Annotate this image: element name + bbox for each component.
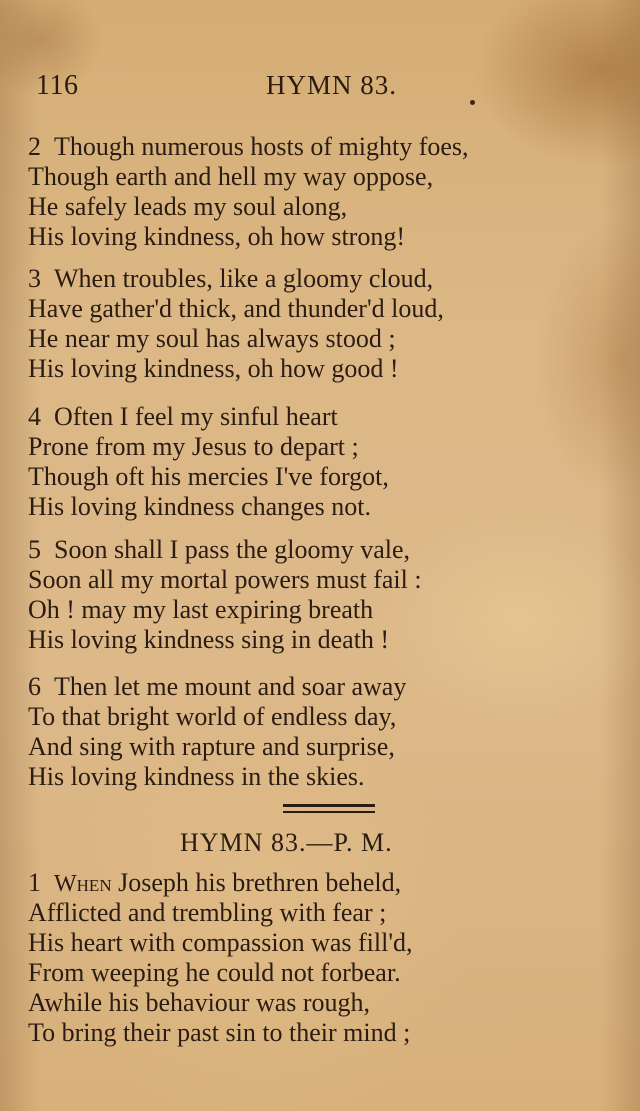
verse-text: Afflicted and trembling with fear ;	[28, 898, 387, 927]
verse-text: His loving kindness in the skies.	[28, 762, 365, 791]
verse-line	[28, 192, 598, 222]
stanza-3	[28, 264, 598, 384]
verse-line	[28, 732, 598, 762]
stanza-5	[28, 535, 598, 655]
verse-line	[28, 162, 598, 192]
verse-text: Soon shall I pass the gloomy vale,	[54, 535, 411, 564]
stanza-number: 1	[28, 868, 41, 897]
verse-line	[28, 324, 598, 354]
stanza-number: 3	[28, 264, 41, 293]
stanza-number: 4	[28, 402, 41, 431]
verse-line	[28, 625, 598, 655]
verse-text: Soon all my mortal powers must fail :	[28, 565, 422, 594]
verse-line	[28, 958, 598, 988]
verse-text: His heart with compassion was fill'd,	[28, 928, 413, 957]
verse-line	[28, 462, 598, 492]
hymn-2-stanza-1	[28, 868, 598, 1048]
verse-line	[28, 1018, 598, 1048]
verse-line	[28, 132, 598, 162]
stanza-number: 5	[28, 535, 41, 564]
section-divider	[283, 804, 375, 816]
divider-thin-line	[283, 811, 375, 813]
verse-text: His loving kindness, oh how good !	[28, 354, 399, 383]
running-title: HYMN 83.	[266, 70, 398, 100]
verse-text: Awhile his behaviour was rough,	[28, 988, 371, 1017]
stanza-number: 2	[28, 132, 41, 161]
verse-text: To bring their past sin to their mind ;	[28, 1018, 411, 1047]
verse-line	[28, 762, 598, 792]
verse-line	[28, 294, 598, 324]
verse-text: His loving kindness changes not.	[28, 492, 372, 521]
verse-text: Though numerous hosts of mighty foes,	[54, 132, 469, 161]
verse-text: From weeping he could not forbear.	[28, 958, 401, 987]
verse-text: He safely leads my soul along,	[28, 192, 348, 221]
verse-line	[28, 565, 598, 595]
hymn-heading: HYMN 83.—P. M.	[180, 828, 393, 857]
verse-text: Joseph his brethren beheld,	[111, 868, 402, 897]
verse-text: His loving kindness, oh how strong!	[28, 222, 405, 251]
verse-text: To that bright world of endless day,	[28, 702, 397, 731]
verse-line	[28, 535, 598, 565]
verse-line	[28, 354, 598, 384]
verse-text: Then let me mount and soar away	[54, 672, 407, 701]
verse-text: Prone from my Jesus to depart ;	[28, 432, 359, 461]
verse-text: Have gather'd thick, and thunder'd loud,	[28, 294, 444, 323]
divider-thick-line	[283, 804, 375, 807]
opening-word: When	[54, 871, 112, 897]
verse-line	[28, 898, 598, 928]
page-number: 116	[36, 70, 79, 101]
verse-line	[28, 222, 598, 252]
verse-text: He near my soul has always stood ;	[28, 324, 396, 353]
verse-line	[28, 402, 598, 432]
verse-text: And sing with rapture and surprise,	[28, 732, 395, 761]
verse-line	[28, 432, 598, 462]
stanza-6	[28, 672, 598, 792]
verse-text: When troubles, like a gloomy cloud,	[54, 264, 434, 293]
verse-text: Oh ! may my last expiring breath	[28, 595, 374, 624]
verse-line	[28, 928, 598, 958]
verse-line	[28, 988, 598, 1018]
verse-text: Though oft his mercies I've forgot,	[28, 462, 389, 491]
verse-line	[28, 595, 598, 625]
verse-text: His loving kindness sing in death !	[28, 625, 390, 654]
page-header	[36, 70, 596, 110]
verse-line	[28, 492, 598, 522]
verse-line	[28, 702, 598, 732]
ink-speck	[470, 100, 475, 105]
stanza-number: 6	[28, 672, 41, 701]
verse-text: Often I feel my sinful heart	[54, 402, 338, 431]
verse-line	[28, 868, 598, 898]
verse-text: Though earth and hell my way oppose,	[28, 162, 434, 191]
verse-line	[28, 672, 598, 702]
verse-line	[28, 264, 598, 294]
stanza-4	[28, 402, 598, 522]
stanza-2	[28, 132, 598, 252]
